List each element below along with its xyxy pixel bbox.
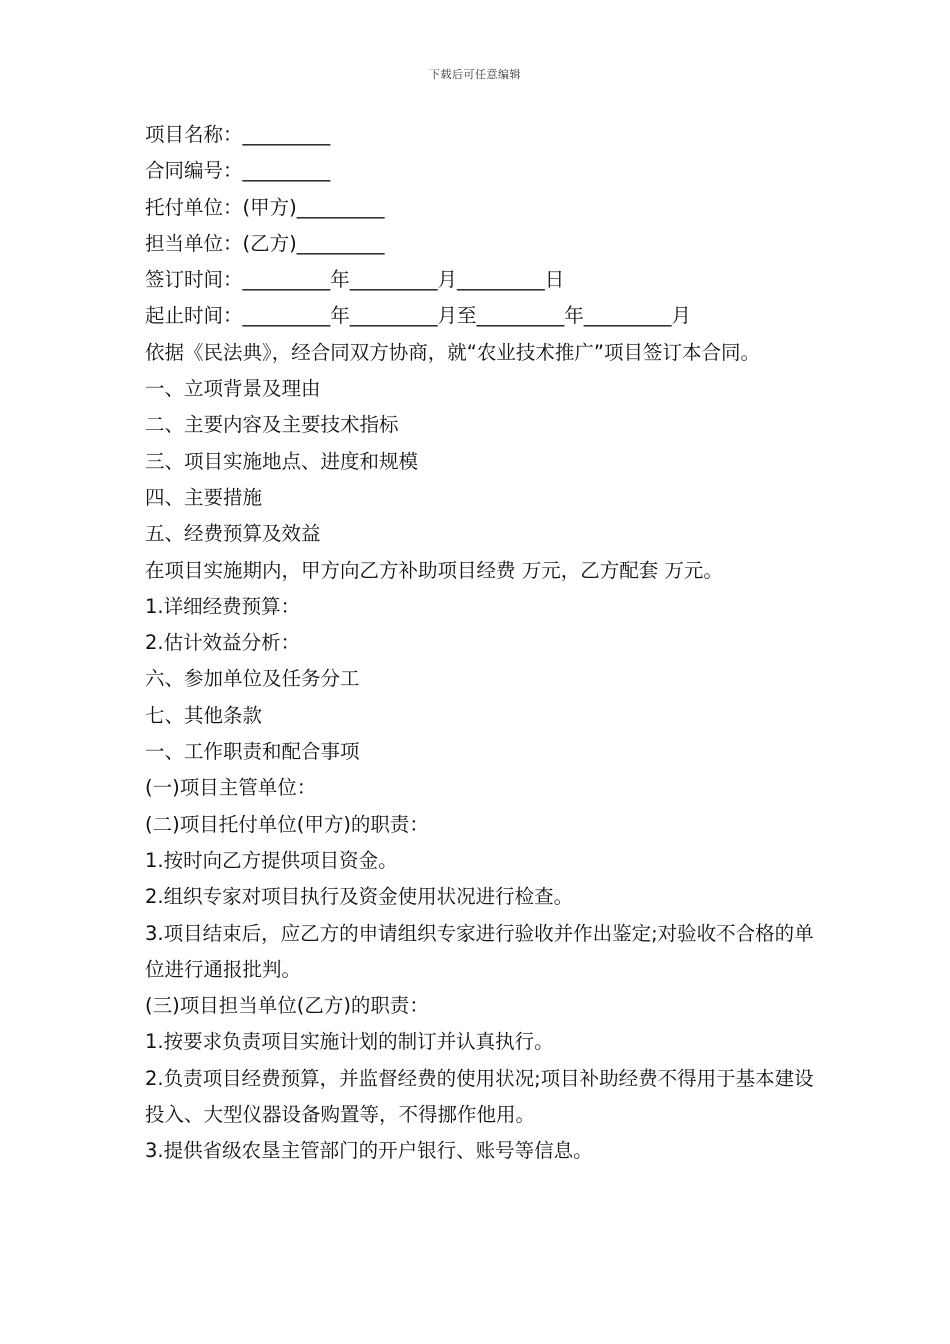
term-period-line: 起止时间：_________年_________月至_________年_________月 [145, 304, 692, 328]
contract-number-line: 合同编号：_________ [145, 159, 331, 183]
list-item: 1.按要求负责项目实施计划的制订并认真执行。 [145, 1030, 554, 1054]
section-heading: 二、主要内容及主要技术指标 [145, 413, 399, 437]
section-heading: 七、其他条款 [145, 703, 263, 727]
section-heading: 一、工作职责和配合事项 [145, 740, 360, 764]
header-note: 下载后可任意编辑 [429, 68, 521, 81]
list-item: 3.项目结束后，应乙方的申请组织专家进行验收并作出鉴定;对验收不合格的单位进行通报批判。 [145, 921, 814, 981]
list-item: 3.提供省级农垦主管部门的开户银行、账号等信息。 [145, 1139, 593, 1163]
section-heading: 五、经费预算及效益 [145, 522, 321, 546]
list-item: 2.组织专家对项目执行及资金使用状况进行检查。 [145, 885, 574, 909]
subsection-heading: (三)项目担当单位(乙方)的职责： [145, 994, 429, 1018]
section-heading: 三、项目实施地点、进度和规模 [145, 449, 419, 473]
preamble-paragraph: 依据《民法典》，经合同双方协商，就“农业技术推广”项目签订本合同。 [145, 340, 760, 364]
section-heading: 四、主要措施 [145, 485, 263, 509]
entrusting-party-line: 托付单位：(甲方)_________ [145, 195, 385, 219]
section-heading: 一、立项背景及理由 [145, 377, 321, 401]
list-item: 2.负责项目经费预算，并监督经费的使用状况;项目补助经费不得用于基本建设投入、大型仪器设备购置等，不得挪作他用。 [145, 1066, 814, 1127]
list-item: 2.估计效益分析： [145, 631, 301, 655]
project-name-line: 项目名称：_________ [145, 123, 331, 146]
subsection-heading: (二)项目托付单位(甲方)的职责： [145, 812, 429, 836]
undertaking-party-line: 担当单位：(乙方)_________ [145, 231, 385, 255]
document-body [145, 117, 815, 1170]
list-item: 1.详细经费预算： [145, 594, 301, 618]
section-heading: 六、参加单位及任务分工 [145, 667, 360, 691]
list-item: 1.按时向乙方提供项目资金。 [145, 848, 398, 872]
signing-date-line: 签订时间：_________年_________月_________日 [145, 268, 565, 292]
funding-paragraph: 在项目实施期内，甲方向乙方补助项目经费 万元，乙方配套 万元。 [145, 558, 723, 582]
subsection-heading: (一)项目主管单位： [145, 776, 317, 800]
